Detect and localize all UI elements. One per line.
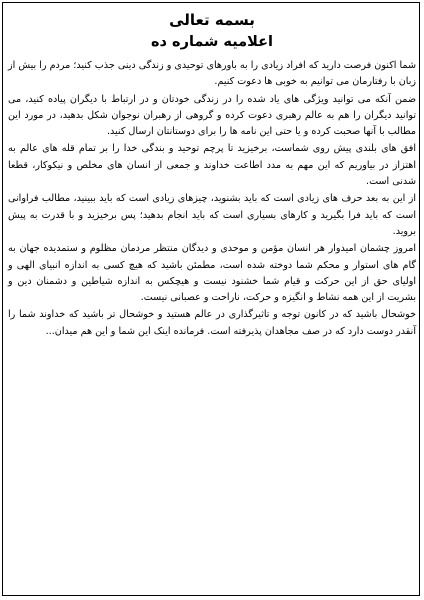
document-subtitle: اعلامیه شماره ده (150, 34, 273, 50)
document-title: بسمه تعالی (169, 11, 255, 29)
paragraph-2: ضمن آنکه می توانید ویژگی های یاد شده را در زندگی خودتان و در ارتباط با دیگران پیاده کنید، می توانید دیگران را هم به عالم رهبری دعوت کرده و گروهی از رهبران نوجوان شکل بدهید، در مورد این مطالب با آنها صحبت کرده و یا حتی این نامه ها را برای دوستانتان ارسال کنید. (8, 93, 416, 138)
paragraph-3: افق های بلندی پیش روی شماست، برخیزید تا پرچم توحید و بندگی خدا را بر تمام قله های عالم به اهتزاز در بیاوریم که این مهم به مدد اطاعت خداوند و جمعی از انسان های مخلص و نیکوکار، قطعا شدنی است. (8, 143, 416, 188)
paragraph-5: امروز چشمان امیدوار هر انسان مؤمن و موحدی و دیدگان منتظر مردمان مظلوم و ستمدیده جهان به گام های استوار و محکم شما دوخته شده است، مطمئن باشید که هیچ کسی به اندازه انبیای الهی و اولیای حق از این حرکت و قیام شما خشنود نیست و هیچکس به اندازه شیاطین و دشمنان دین و بشریت از این همه نشاط و انگیزه و حرکت، ناراحت و عصبانی نیست. (8, 243, 416, 304)
paragraph-1: شما اکنون فرصت دارید که افراد زیادی را به باورهای توحیدی و زندگی دینی جذب کنید؛ مردم را بیش از زبان با رفتارمان می توانیم به خوبی ها دعوت کنیم. (8, 60, 416, 88)
paragraph-4: از این به بعد حرف های زیادی است که باید بشنوید، چیزهای زیادی است که باید ببینید، مطالب فراوانی است که باید فرا بگیرید و کارهای بسیاری است که باید انجام بدهید؛ پس برخیزید و با قدرت به پیش بروید. (8, 193, 416, 237)
paragraph-6: خوشحال باشید که در کانون توجه و تاثیرگذاری در عالم هستید و خوشحال تر باشید که خداوند شما را آنقدر دوست دارد که در صف مجاهدان پذیرفته است. فرمانده اینک این شما و این هم میدان... (8, 309, 416, 337)
announcement-document (6, 6, 418, 594)
